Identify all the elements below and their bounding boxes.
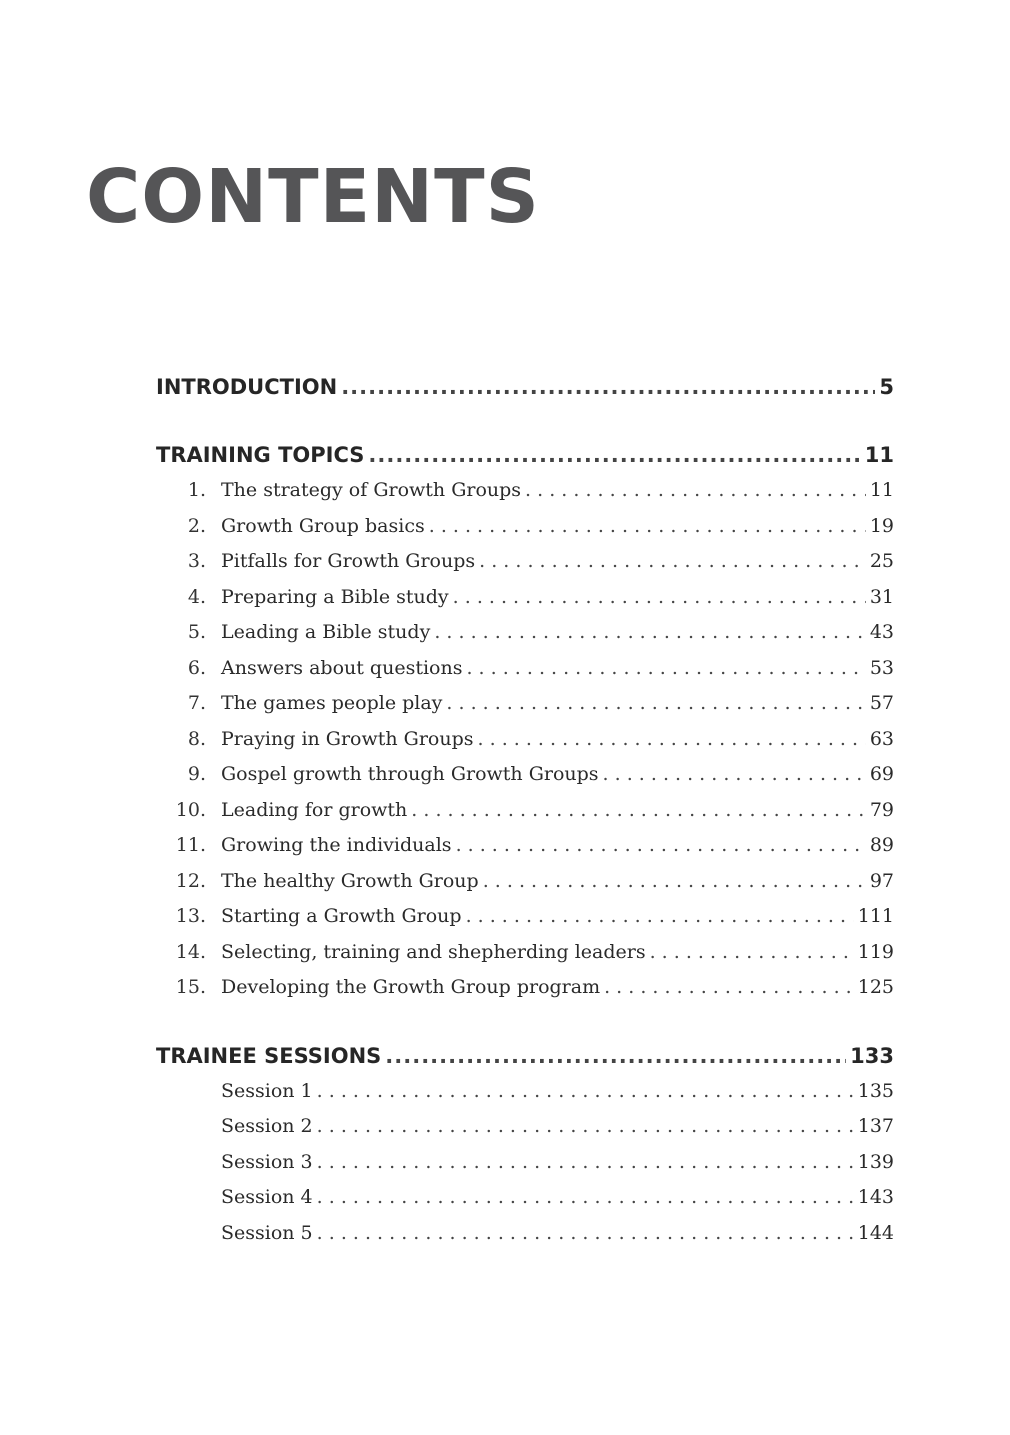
table-of-contents (156, 375, 894, 1257)
toc-entry[interactable] (156, 586, 894, 622)
entry-number: 9. (187, 763, 206, 785)
entry-list (156, 1080, 894, 1258)
dot-leader (466, 657, 865, 679)
entry-page-number: 11 (869, 479, 894, 501)
toc-entry[interactable] (156, 1222, 894, 1258)
dot-leader (317, 1222, 854, 1244)
entry-number: 7. (187, 692, 206, 714)
section-heading[interactable] (156, 1044, 894, 1080)
section-title: TRAINEE SESSIONS (156, 1043, 382, 1068)
entry-page-number: 111 (857, 905, 894, 927)
dot-leader (385, 1044, 846, 1068)
dot-leader (368, 443, 860, 467)
dot-leader (317, 1080, 854, 1102)
entry-number: 13. (175, 905, 206, 927)
toc-entry[interactable] (156, 550, 894, 586)
entry-page-number: 69 (869, 763, 894, 785)
page-title: CONTENTS (86, 154, 540, 240)
dot-leader (479, 550, 866, 572)
entry-page-number: 125 (857, 976, 894, 998)
section-heading[interactable] (156, 375, 894, 411)
toc-entry[interactable] (156, 657, 894, 693)
entry-number: 11. (175, 834, 206, 856)
entry-number: 8. (187, 727, 206, 750)
dot-leader (453, 586, 866, 608)
entry-page-number: 119 (857, 940, 894, 963)
dot-leader (429, 515, 866, 537)
entry-title: Growing the individuals (221, 834, 452, 856)
entry-title: Leading a Bible study (221, 621, 431, 643)
entry-page-number: 79 (869, 798, 894, 821)
entry-title: Growth Group basics (221, 514, 425, 537)
entry-title: Starting a Growth Group (221, 905, 462, 927)
entry-page-number: 97 (869, 869, 894, 892)
entry-number: 12. (175, 869, 206, 892)
entry-number: 10. (175, 798, 206, 821)
dot-leader (604, 976, 854, 998)
entry-number: 2. (187, 514, 206, 537)
entry-page-number: 31 (869, 585, 894, 608)
entry-page-number: 63 (869, 727, 894, 750)
entry-list (156, 479, 894, 1012)
dot-leader (478, 728, 866, 750)
toc-entry[interactable] (156, 1186, 894, 1222)
section-title: INTRODUCTION (156, 375, 338, 399)
entry-title: Leading for growth (221, 798, 408, 821)
dot-leader (446, 692, 865, 714)
entry-number: 1. (187, 479, 206, 501)
entry-page-number: 139 (857, 1150, 894, 1173)
toc-entry[interactable] (156, 621, 894, 657)
entry-number: 4. (187, 585, 206, 608)
section-page-number: 11 (864, 443, 894, 467)
entry-title: Pitfalls for Growth Groups (221, 550, 476, 572)
toc-entry[interactable] (156, 1080, 894, 1116)
toc-entry[interactable] (156, 515, 894, 551)
dot-leader (466, 905, 854, 927)
dot-leader (317, 1115, 854, 1137)
toc-section-trainee-sessions (156, 1044, 894, 1258)
dot-leader (341, 375, 875, 399)
entry-page-number: 57 (869, 692, 894, 714)
dot-leader (411, 799, 866, 821)
entry-title: Session 2 (221, 1115, 313, 1137)
toc-entry[interactable] (156, 763, 894, 799)
entry-page-number: 143 (857, 1186, 894, 1208)
entry-number: 15. (175, 976, 206, 998)
entry-title: The games people play (221, 692, 443, 714)
toc-entry[interactable] (156, 692, 894, 728)
dot-leader (456, 834, 866, 856)
dot-leader (525, 479, 866, 501)
entry-title: Gospel growth through Growth Groups (221, 763, 599, 785)
entry-page-number: 135 (857, 1079, 894, 1102)
toc-entry[interactable] (156, 799, 894, 835)
entry-number: 3. (187, 550, 206, 572)
entry-title: Session 4 (221, 1186, 313, 1208)
entry-title: The healthy Growth Group (221, 869, 479, 892)
entry-title: Preparing a Bible study (221, 585, 449, 608)
dot-leader (434, 621, 865, 643)
toc-entry[interactable] (156, 905, 894, 941)
toc-entry[interactable] (156, 834, 894, 870)
section-title: TRAINING TOPICS (156, 443, 365, 467)
entry-page-number: 43 (869, 621, 894, 643)
toc-section-introduction (156, 375, 894, 411)
toc-entry[interactable] (156, 870, 894, 906)
dot-leader (483, 870, 866, 892)
toc-section-training-topics (156, 443, 894, 1012)
entry-page-number: 25 (869, 550, 894, 572)
entry-number: 5. (187, 621, 206, 643)
entry-title: Praying in Growth Groups (221, 727, 474, 750)
dot-leader (650, 941, 854, 963)
toc-entry[interactable] (156, 479, 894, 515)
entry-page-number: 53 (869, 656, 894, 679)
entry-title: Selecting, training and shepherding leaders (221, 940, 646, 963)
section-heading[interactable] (156, 443, 894, 479)
entry-page-number: 19 (869, 514, 894, 537)
dot-leader (317, 1186, 854, 1208)
section-page-number: 5 (879, 375, 894, 399)
entry-title: Developing the Growth Group program (221, 976, 601, 998)
toc-entry[interactable] (156, 941, 894, 977)
toc-entry[interactable] (156, 1115, 894, 1151)
entry-title: Session 3 (221, 1150, 313, 1173)
dot-leader (603, 763, 866, 785)
entry-title: Answers about questions (221, 656, 463, 679)
entry-number: 6. (187, 656, 206, 679)
entry-number: 14. (175, 940, 206, 963)
entry-title: The strategy of Growth Groups (221, 479, 522, 501)
dot-leader (317, 1151, 854, 1173)
entry-page-number: 137 (857, 1115, 894, 1137)
toc-entry[interactable] (156, 1151, 894, 1187)
entry-title: Session 5 (221, 1221, 313, 1244)
toc-entry[interactable] (156, 728, 894, 764)
toc-entry[interactable] (156, 976, 894, 1012)
entry-page-number: 144 (857, 1221, 894, 1244)
entry-title: Session 1 (221, 1079, 313, 1102)
entry-page-number: 89 (869, 834, 894, 856)
section-page-number: 133 (850, 1043, 894, 1068)
